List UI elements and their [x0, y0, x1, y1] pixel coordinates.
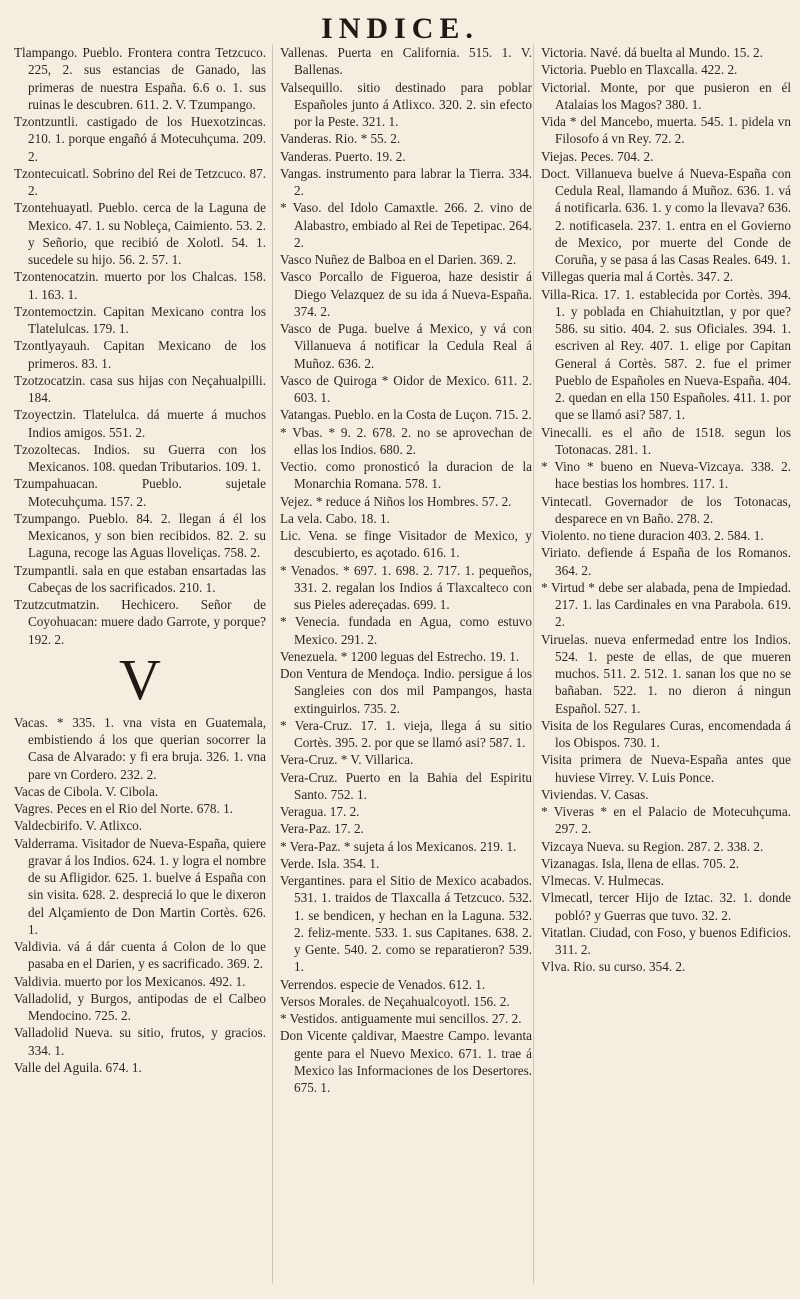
index-entry: Vectio. como pronosticó la duracion de la Monarchia Romana. 578. 1.: [280, 459, 532, 492]
index-entry: Vergantines. para el Sitio de Mexico acabados. 531. 1. traidos de Tlaxcalla á Tetzcuco. 532. 1. se bendicen, y hechan en la Laguna. 532. 2. feliz-mente. 533. 1. sus Capitanes. 638. 2. y Gente. 540. 2. como se reparatieron? 539. 1.: [280, 873, 532, 975]
index-entry: Victorial. Monte, por que pusieron en él Atalaias los Magos? 380. 1.: [541, 79, 791, 112]
index-entry: Viriato. defiende á España de los Romanos. 364. 2.: [541, 545, 791, 578]
index-entry: * Vera-Cruz. 17. 1. vieja, llega á su sitio Cortès. 395. 2. por que se llamó asi? 587. 1.: [280, 717, 532, 750]
index-entry: Tzontlyayauh. Capitan Mexicano de los primeros. 83. 1.: [14, 338, 266, 371]
index-entry: Valdecbirifo. V. Atlixco.: [14, 818, 143, 834]
index-entry: * Viveras * en el Palacio de Motecuhçuma. 297. 2.: [541, 804, 791, 837]
index-entry: Valsequillo. sitio destinado para poblar Españoles junto á Atlixco. 320. 2. sin efecto por la Peste. 321. 1.: [280, 79, 532, 129]
index-entry: Vizanagas. Isla, llena de ellas. 705. 2.: [541, 855, 740, 871]
index-entry: Tlampango. Pueblo. Frontera contra Tetzcuco. 225, 2. sus estancias de Ganado, las primeras de nuestra España. 6.6 o. 1. sus ruinas le descubren. 611. 2. V. Tzumpango.: [14, 45, 266, 112]
index-entry: * Vino * bueno en Nueva-Vizcaya. 338. 2. hace bestias los hombres. 117. 1.: [541, 459, 791, 492]
index-entry: Vanderas. Rio. * 55. 2.: [280, 131, 401, 147]
index-entry: * Venados. * 697. 1. 698. 2. 717. 1. pequeños, 331. 2. regalan los Indios á Tlaxcalteco con sus Pieles adereçadas. 699. 1.: [280, 562, 532, 612]
index-entry: Tzumpantli. sala en que estaban ensartadas las Cabeças de los sacrificados. 210. 1.: [14, 562, 266, 595]
index-entry: Tzontemoctzin. Capitan Mexicano contra los Tlatelulcas. 179. 1.: [14, 303, 266, 336]
index-entry: Vintecatl. Governador de los Totonacas, desparece en vn Baño. 278. 2.: [541, 493, 791, 526]
index-entry: Venezuela. * 1200 leguas del Estrecho. 19. 1.: [280, 648, 520, 664]
index-entry: Tzoyectzin. Tlatelulca. dá muerte á muchos Indios amigos. 551. 2.: [14, 407, 266, 440]
column-divider: [272, 44, 273, 1284]
index-entry: Tzozoltecas. Indios. su Guerra con los Mexicanos. 108. quedan Tributarios. 109. 1.: [14, 441, 266, 474]
index-entry: Victoria. Pueblo en Tlaxcalla. 422. 2.: [541, 62, 738, 78]
index-entry: Vinecalli. es el año de 1518. segun los Totonacas. 281. 1.: [541, 424, 791, 457]
index-entry: Vasco Nuñez de Balboa en el Darien. 369. 2.: [280, 252, 517, 267]
index-entry: Vejez. * reduce á Niños los Hombres. 57. 2.: [280, 493, 512, 509]
index-entry: Valdivia. muerto por los Mexicanos. 492. 1.: [14, 973, 246, 989]
index-entry: Vera-Paz. 17. 2.: [280, 821, 364, 837]
index-entry: Vallenas. Puerta en California. 515. 1. V. Ballenas.: [280, 45, 532, 78]
index-entry: * Venecia. fundada en Agua, como estuvo Mexico. 291. 2.: [280, 614, 532, 647]
index-entry: Tzontenocatzin. muerto por los Chalcas. 158. 1. 163. 1.: [14, 269, 266, 302]
index-column-3: [541, 44, 791, 976]
index-entry: Vacas de Cibola. V. Cibola.: [14, 783, 159, 799]
index-entry: Vasco de Puga. buelve á Mexico, y vá con Villanueva á notificar la Cedula Real á Muñoz. 636. 2.: [280, 321, 532, 371]
index-entry: * Virtud * debe ser alabada, pena de Impiedad. 217. 1. las Cardinales en vna Parabola. 619. 2.: [541, 579, 791, 630]
index-entry: Verde. Isla. 354. 1.: [280, 855, 380, 871]
index-column-1: [14, 44, 266, 1076]
index-entry: Villa-Rica. 17. 1. establecida por Cortès. 394. 1. y poblada en Chiahuitztlan, y por que? 586. su sitio. 404. 2. sus Oficiales. 394. 1. escriven al Rey. 407. 1. elige por Capitan General á Cortès. 587. 2. fue el primer Pueblo de Españoles en Nueva-España. 404. 2. quedan en ella 150 Españoles. 411. 1. por que se llamó asi? 587. 1.: [541, 286, 791, 423]
index-entry: Tzontzuntli. castigado de los Huexotzincas. 210. 1. porque engañó á Motecuhçuma. 209. 2.: [14, 114, 266, 164]
index-entry: Tzotzocatzin. casa sus hijas con Neçahualpilli. 184.: [14, 372, 266, 405]
index-entry: Tzontecuicatl. Sobrino del Rei de Tetzcuco. 87. 2.: [14, 165, 266, 198]
index-entry: Don Vicente çaldivar, Maestre Campo. levanta gente para el Nuevo Mexico. 671. 1. trae á Mexico las Informaciones de los Desertores. 675. 1.: [280, 1028, 532, 1095]
index-entry: Vanderas. Puerto. 19. 2.: [280, 148, 406, 164]
index-entry: Vangas. instrumento para labrar la Tierra. 334. 2.: [280, 165, 532, 198]
index-entry: * Vbas. * 9. 2. 678. 2. no se aprovechan de ellas los Indios. 680. 2.: [280, 424, 532, 457]
index-entry: Vagres. Peces en el Rio del Norte. 678. 1.: [14, 801, 234, 816]
index-entry: La vela. Cabo. 18. 1.: [280, 510, 390, 526]
index-entry: Valladolid Nueva. su sitio, frutos, y gracios. 334. 1.: [14, 1025, 266, 1058]
index-entry: Viejas. Peces. 704. 2.: [541, 148, 654, 164]
index-entry: Viviendas. V. Casas.: [541, 786, 649, 802]
section-letter: V: [119, 646, 161, 712]
index-entry: Tzutzcutmatzin. Hechicero. Señor de Coyohuacan: muere dado Garrote, y porque? 192. 2.: [14, 597, 266, 647]
index-entry: Vasco de Quiroga * Oidor de Mexico. 611. 2. 603. 1.: [280, 372, 532, 405]
index-entry: * Vestidos. antiguamente mui sencillos. 27. 2.: [280, 1011, 522, 1026]
index-entry: Valderrama. Visitador de Nueva-España, quiere gravar á los Indios. 624. 1. y logra el nombre de su Afligidor. 625. 1. buelve á España con sin visita. 628. 2. despreciá lo que le dixeron del Alçamiento de Don Martin Cortès. 626. 1.: [14, 835, 266, 937]
index-entry: Vlva. Rio. su curso. 354. 2.: [541, 959, 686, 975]
index-entry: Don Ventura de Mendoça. Indio. persigue á los Sangleies con dos mil Pampangos, hasta extinguirlos. 735. 2.: [280, 666, 532, 716]
index-entry: Valdivia. vá á dár cuenta á Colon de lo que pasaba en el Darien, y es sacrificado. 369. 2.: [14, 939, 266, 972]
index-entry: Vera-Cruz. Puerto en la Bahia del Espiritu Santo. 752. 1.: [280, 769, 532, 802]
index-entry: Vacas. * 335. 1. vna vista en Guatemala, embistiendo á los que querian socorrer la Casa de Alvarado: y fi era bruja. 326. 1. vna pare vn Cordero. 232. 2.: [14, 714, 266, 782]
index-entry: Versos Morales. de Neçahualcoyotl. 156. 2.: [280, 993, 510, 1009]
index-entry: Veragua. 17. 2.: [280, 804, 360, 819]
index-entry: Lic. Vena. se finge Visitador de Mexico, y descubierto, es açotado. 616. 1.: [280, 528, 532, 561]
index-entry: Victoria. Navé. dá buelta al Mundo. 15. 2.: [541, 45, 763, 60]
index-entry: Valladolid, y Burgos, antipodas de el Calbeo Mendocino. 725. 2.: [14, 990, 266, 1023]
index-entry: Tzumpango. Pueblo. 84. 2. llegan á él los Mexicanos, y son bien recibidos. 82. 2. su Laguna, recoge las Aguas lloveliças. 758. 2.: [14, 510, 266, 561]
index-entry: Visita de los Regulares Curas, encomendada á los Obispos. 730. 1.: [541, 717, 791, 750]
index-entry: Vida * del Mancebo, muerta. 545. 1. pidela vn Filosofo á vn Rey. 72. 2.: [541, 114, 791, 147]
index-entry: Verrendos. especie de Venados. 612. 1.: [280, 976, 486, 992]
index-column-2: [280, 44, 532, 1096]
index-entry: Vatangas. Pueblo. en la Costa de Luçon. 715. 2.: [280, 407, 532, 423]
column-divider: [533, 44, 534, 1284]
index-entry: Viruelas. nueva enfermedad entre los Indios. 524. 1. peste de ellas, de que mueren muchos. 511. 2. 512. 1. sanan los que no se bañaban. 522. 1. no dieron á ningun Español. 527. 1.: [541, 631, 791, 716]
index-entry: Tzontehuayatl. Pueblo. cerca de la Laguna de Mexico. 47. 1. su Nobleça, Caimiento. 53. 2. y Señorio, que recibió de Xolotl. 54. 1. sucedele su hijo. 56. 2. 57. 1.: [14, 200, 266, 267]
index-entry: Violento. no tiene duracion 403. 2. 584. 1.: [541, 528, 764, 543]
index-entry: Vlmecatl, tercer Hijo de Iztac. 32. 1. donde pobló? y Guerras que tuvo. 32. 2.: [541, 890, 791, 923]
index-entry: Doct. Villanueva buelve á Nueva-España con Cedula Real, llamando á Muñoz. 636. 1. vá á notificarla. 636. 1. y como la llevava? 636. 2. notificasela. 237. 1. entra en el Govierno de Mexico, por muerte del Conde de Coruña, y se pasa á las Casas Reales. 649. 1.: [541, 165, 791, 267]
index-entry: Vlmecas. V. Hulmecas.: [541, 873, 664, 888]
index-entry: Villegas queria mal á Cortès. 347. 2.: [541, 269, 734, 285]
index-entry: Vizcaya Nueva. su Region. 287. 2. 338. 2.: [541, 838, 764, 854]
index-entry: * Vaso. del Idolo Camaxtle. 266. 2. vino de Alabastro, embiado al Rei de Tepetipac. 264. 2.: [280, 200, 532, 250]
index-entry: Vasco Porcallo de Figueroa, haze desistir á Diego Velazquez de su ida á Nueva-España. 374. 2.: [280, 269, 532, 319]
index-entry: Tzumpahuacan. Pueblo. sujetale Motecuhçuma. 157. 2.: [14, 476, 266, 509]
index-entry: Vera-Cruz. * V. Villarica.: [280, 752, 414, 768]
index-entry: * Vera-Paz. * sujeta á los Mexicanos. 219. 1.: [280, 838, 517, 854]
index-entry: Visita primera de Nueva-España antes que huviese Virrey. V. Luis Ponce.: [541, 752, 791, 785]
index-entry: Valle del Aguila. 674. 1.: [14, 1059, 142, 1075]
page-title: INDICE.: [321, 12, 479, 45]
index-entry: Vitatlan. Ciudad, con Foso, y buenos Edificios. 311. 2.: [541, 924, 791, 957]
